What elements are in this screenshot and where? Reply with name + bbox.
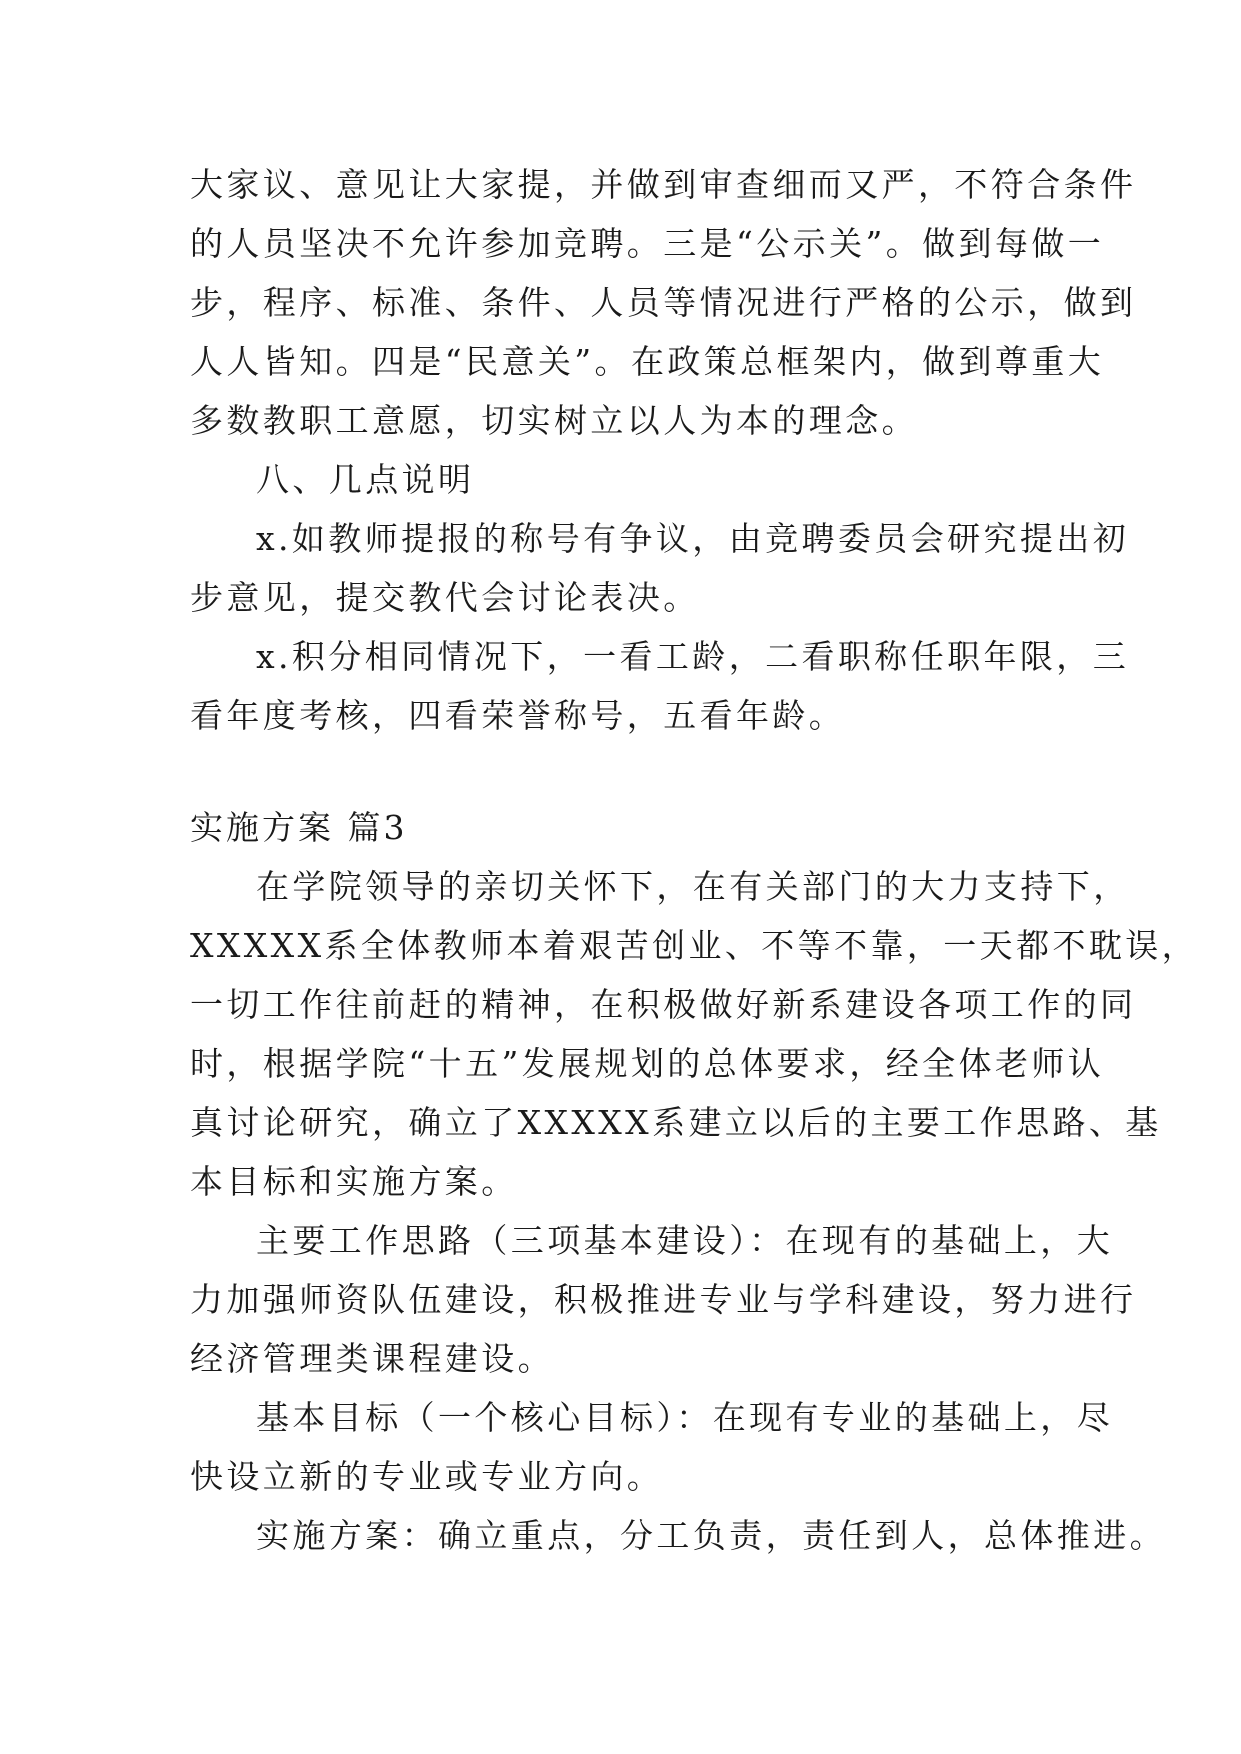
paragraph-implementation [190,1506,1166,1565]
text-line: 多数教职工意愿，切实树立以人为本的理念。 [190,401,918,440]
paragraph-intro [190,857,1199,1211]
text-line: 人人皆知。四是“民意关”。在政策总框架内，做到尊重大 [190,342,1105,381]
text-line: 主要工作思路（三项基本建设）：在现有的基础上，大 [256,1221,1114,1260]
text-line: 八、几点说明 [256,460,475,499]
text-line: 力加强师资队伍建设，积极推进专业与学科建设，努力进行 [190,1280,1137,1319]
article-heading: 实施方案 篇3 [190,808,408,847]
text-line: x.积分相同情况下，一看工龄，二看职称任职年限，三 [256,637,1130,676]
text-line: 时，根据学院“十五”发展规划的总体要求，经全体老师认 [190,1044,1105,1083]
text-line: 的人员坚决不允许参加竞聘。三是“公示关”。做到每做一 [190,224,1105,263]
note-item-1 [190,509,1130,627]
text-line: 快设立新的专业或专业方向。 [190,1457,664,1496]
text-line: 一切工作往前赶的精神，在积极做好新系建设各项工作的同 [190,985,1137,1024]
note-item-2 [190,627,1130,745]
paragraph-work-ideas [190,1211,1137,1388]
text-line: 真讨论研究，确立了XXXXX系建立以后的主要工作思路、基 [190,1103,1162,1142]
paragraph-basic-goal [190,1388,1114,1506]
text-line: 步，程序、标准、条件、人员等情况进行严格的公示，做到 [190,283,1137,322]
text-line: 看年度考核，四看荣誉称号，五看年龄。 [190,696,846,735]
text-line: 在学院领导的亲切关怀下，在有关部门的大力支持下， [256,867,1130,906]
text-line: 基本目标（一个核心目标）：在现有专业的基础上，尽 [256,1398,1114,1437]
text-line: x.如教师提报的称号有争议，由竞聘委员会研究提出初 [256,519,1130,558]
text-line: 实施方案：确立重点，分工负责，责任到人，总体推进。 [256,1516,1166,1555]
text-line: XXXXX系全体教师本着艰苦创业、不等不靠，一天都不耽误， [190,926,1199,965]
document-page [190,155,1199,1565]
section-heading-notes [190,450,1060,509]
text-line: 本目标和实施方案。 [190,1162,518,1201]
text-line: 步意见，提交教代会讨论表决。 [190,578,700,617]
paragraph-continuation [190,155,1137,450]
text-line: 经济管理类课程建设。 [190,1339,554,1378]
text-line: 大家议、意见让大家提，并做到审查细而又严，不符合条件 [190,165,1137,204]
